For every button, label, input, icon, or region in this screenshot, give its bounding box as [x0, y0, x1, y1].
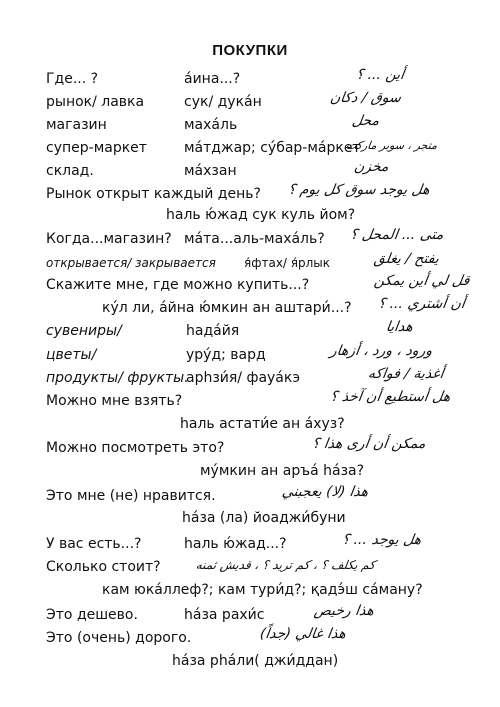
phrase-arabic: هذا رخيص	[312, 603, 375, 619]
phrase-ru: Можно посмотреть это?	[46, 440, 225, 456]
phrase-ru: открывается/ закрывается	[46, 256, 216, 270]
phrase-ru: Где... ?	[46, 71, 99, 87]
phrase-translit: ку́л ли, а́йна ю́мкин ан аштари́...?	[102, 300, 352, 316]
phrase-arabic: يفتح / يغلق	[372, 251, 440, 267]
phrase-arabic: هل يوجد سوق كل يوم ؟	[286, 182, 431, 198]
phrase-arabic: هل يوجد ... ؟	[340, 532, 423, 548]
phrase-arabic: قل لي أين يمكن	[372, 273, 471, 289]
phrase-ru: Это (очень) дорого.	[46, 630, 192, 646]
phrase-ru: У вас есть...?	[46, 536, 142, 552]
phrase-arabic: أن أشتري ... ؟	[376, 296, 466, 312]
phrase-translit: я́фтах/ я́рлык	[244, 256, 331, 270]
phrase-translit: hаль ю́жад сук куль йом?	[166, 207, 356, 223]
phrase-ru: рынок/ лавка	[46, 94, 145, 110]
page-title: ПОКУПКИ	[212, 42, 288, 59]
phrase-arabic: هذا (لا) يعجبني	[280, 484, 370, 500]
phrase-ru: Можно мне взять?	[46, 393, 183, 409]
phrase-ru: сувениры/	[46, 323, 122, 339]
phrase-translit: сук/ дука́н	[184, 94, 262, 110]
phrase-arabic: ممكن أن أرى هذا ؟	[310, 436, 427, 452]
phrase-translit: hада́йя	[186, 323, 240, 339]
phrase-ru: цветы/	[46, 347, 97, 363]
phrase-ru: Скажите мне, где можно купить...?	[46, 277, 310, 293]
phrase-arabic: هذا غالي (جداً)	[258, 626, 347, 642]
phrase-arabic: سوق / دكان	[328, 90, 403, 106]
phrase-ru: Рынок открыт каждый день?	[46, 186, 261, 202]
phrase-ru: Это мне (не) нравится.	[46, 488, 216, 504]
phrase-translit: маха́ль	[184, 117, 238, 133]
phrase-translit: му́мкин ан аръа́ hа́за?	[200, 463, 365, 479]
phrase-ru: магазин	[46, 117, 107, 133]
phrase-arabic: أغذية / فواكه	[366, 366, 445, 382]
phrase-arabic: أين ... ؟	[354, 67, 406, 83]
phrase-arabic: متجر ، سوبر ماركت	[345, 139, 439, 152]
phrase-translit: уру́д; вард	[186, 347, 266, 363]
phrase-arabic: ورود ، ورد ، أزهار	[328, 343, 434, 359]
phrase-ru: Когда...магазин?	[46, 231, 172, 247]
phrase-ru: супер-маркет	[46, 140, 147, 156]
phrase-ru: Это дешево.	[46, 607, 138, 623]
phrase-translit: ма́та...аль-маха́ль?	[184, 231, 325, 247]
phrase-arabic: هل أستطيع أن آخذ ؟	[328, 389, 452, 405]
phrase-translit: hа́за рhа́ли( джи́ддан)	[172, 653, 339, 669]
phrase-translit: а́ина...?	[184, 71, 241, 87]
phrase-translit: арhзи́я/ фауа́кэ	[186, 370, 301, 386]
phrase-translit: кам юка́ллеф?; кам тури́д?; қадэ́ш са́ману?	[102, 582, 423, 598]
phrase-translit: hаль ю́жад...?	[184, 536, 287, 552]
phrase-ru: склад.	[46, 163, 94, 179]
phrase-arabic: محل	[350, 113, 381, 129]
phrase-translit: hа́за рахи́с	[184, 607, 265, 623]
phrase-translit: ма́хзан	[184, 163, 237, 179]
phrase-translit: ма́тджар; су́бар-ма́ркет	[184, 140, 361, 156]
phrase-translit: hа́за (ла) йоаджи́буни	[182, 510, 346, 526]
phrase-ru: продукты/ фрукты.	[46, 370, 189, 386]
phrase-arabic: هدايا	[384, 319, 414, 335]
phrase-arabic: مخزن	[352, 159, 390, 175]
phrase-translit: hаль астати́е ан а́хуз?	[180, 416, 345, 432]
phrase-arabic: كم يكلف ؟ ، كم تريد ؟ ، قديش ثمنه	[195, 558, 377, 572]
phrase-ru: Сколько стоит?	[46, 559, 161, 575]
phrase-arabic: متى ... المحل ؟	[348, 227, 445, 243]
